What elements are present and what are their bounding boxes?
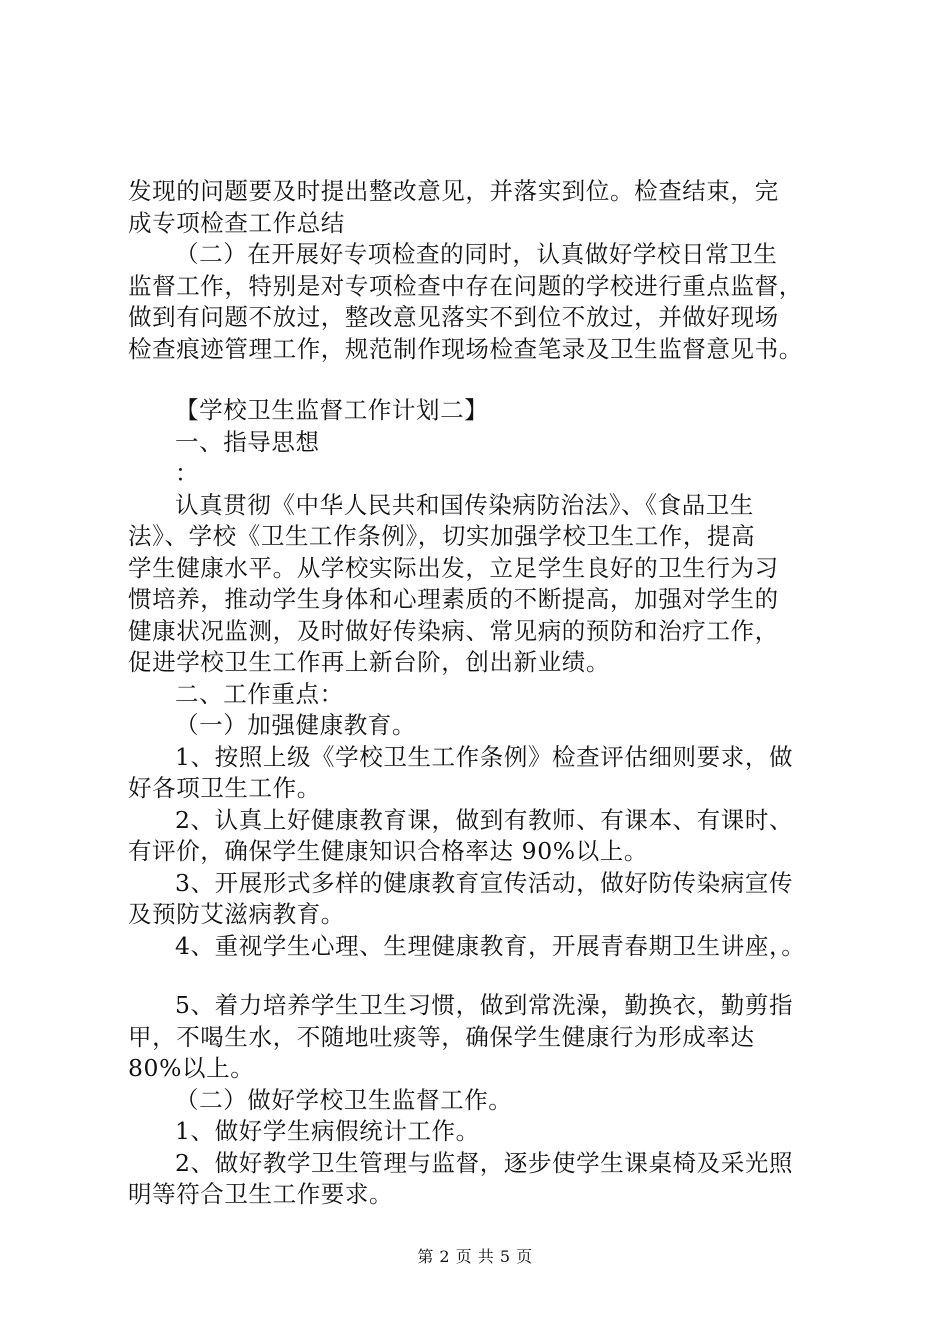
text-line: 学生健康水平。从学校实际出发，立足学生良好的卫生行为习	[128, 553, 779, 582]
text-line: 及预防艾滋病教育。	[128, 900, 345, 928]
text-line: 检查痕迹管理工作，规范制作现场检查笔录及卫生监督意见书。	[128, 334, 803, 363]
list-item: 2、做好教学卫生管理与监督，逐步使学生课桌椅及采光照	[175, 1148, 794, 1177]
subsection-heading: 一、指导思想	[175, 427, 320, 456]
list-item: 4、重视学生心理、生理健康教育，开展青春期卫生讲座，。	[175, 931, 806, 960]
text-line: 惯培养，推动学生身体和心理素质的不断提高，加强对学生的	[128, 585, 779, 613]
list-item: 1、按照上级《学校卫生工作条例》检查评估细则要求，做	[175, 742, 794, 771]
text-line: 发现的问题要及时提出整改意见，并落实到位。检查结束，完	[128, 177, 779, 205]
text-line: 好各项卫生工作。	[128, 774, 321, 802]
text-line: 促进学校卫生工作再上新台阶，创出新业绩。	[128, 648, 610, 676]
text-line: 健康状况监测，及时做好传染病、常见病的预防和治疗工作，	[128, 616, 779, 645]
document-body	[128, 176, 848, 1211]
text-line: 法》、学校《卫生工作条例》，切实加强学校卫生工作，提高	[128, 522, 756, 550]
subsection-heading: 二、工作重点：	[175, 679, 344, 708]
text-line: 做到有问题不放过，整改意见落实不到位不放过，并做好现场	[128, 303, 779, 331]
text-line: 认真贯彻《中华人民共和国传染病防治法》、《食品卫生	[175, 490, 754, 519]
text-line: 监督工作，特别是对专项检查中存在问题的学校进行重点监督，	[128, 271, 803, 300]
list-item: 3、开展形式多样的健康教育宣传活动，做好防传染病宣传	[175, 868, 794, 897]
text-line: 甲，不喝生水，不随地吐痰等，确保学生健康行为形成率达	[128, 1022, 755, 1051]
text-line: 80%以上。	[128, 1054, 255, 1082]
text-line: （二）在开展好专项检查的同时，认真做好学校日常卫生	[175, 240, 778, 268]
section-heading: 【学校卫生监督工作计划二】	[175, 396, 489, 424]
text-line: 明等符合卫生工作要求。	[128, 1180, 394, 1208]
page-number-footer: 第 2 页 共 5 页	[417, 1247, 533, 1266]
text-line: （一）加强健康教育。	[175, 711, 416, 739]
text-line: 有评价，确保学生健康知识合格率达 90%以上。	[128, 837, 649, 865]
subsection-heading: （二）做好学校卫生监督工作。	[175, 1085, 513, 1114]
text-line: ：	[175, 459, 200, 487]
list-item: 1、做好学生病假统计工作。	[175, 1117, 480, 1145]
list-item: 2、认真上好健康教育课，做到有教师、有课本、有课时、	[175, 805, 794, 834]
text-line: 成专项检查工作总结	[128, 208, 345, 237]
list-item: 5、着力培养学生卫生习惯，做到常洗澡，勤换衣，勤剪指	[175, 991, 794, 1019]
